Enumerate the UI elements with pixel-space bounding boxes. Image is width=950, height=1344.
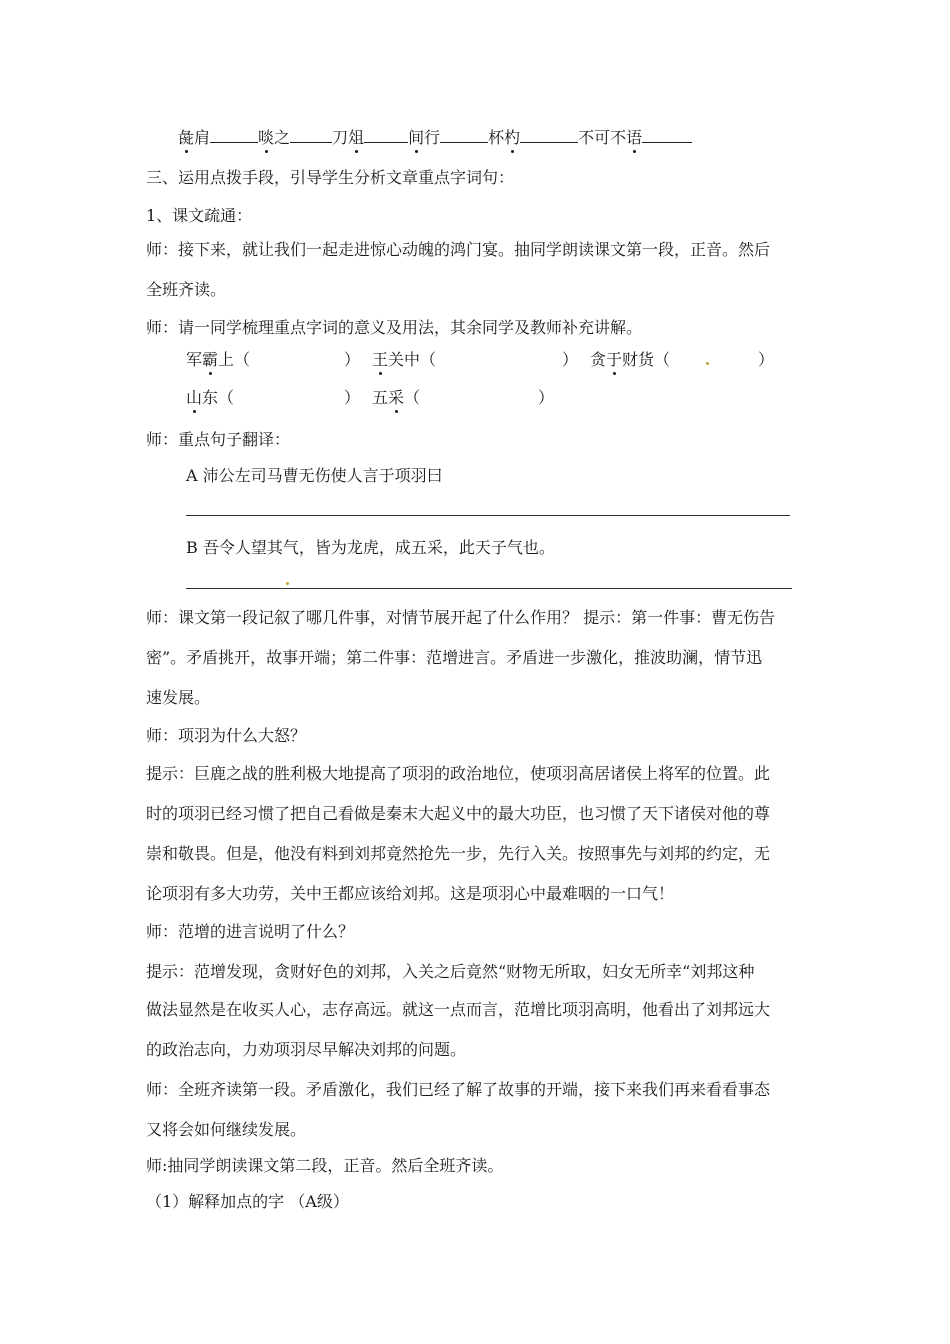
section3-title: 三、运用点拨手段，引导学生分析文章重点字词句： <box>146 168 515 187</box>
answer-blank[interactable] <box>364 128 408 143</box>
vocab-item: 不可不语 <box>578 128 643 147</box>
vocab-item: 间行 <box>408 128 441 147</box>
answer-blank[interactable] <box>210 128 258 143</box>
word-item: 王关中（ <box>372 350 437 369</box>
answer-blank[interactable] <box>440 128 488 143</box>
para3: 师：重点句子翻译： <box>146 430 291 449</box>
word-item-close: ） <box>758 350 775 369</box>
sub1-title: 1、课文疏通： <box>146 206 253 225</box>
para6-line3: 崇和敬畏。但是，他没有料到刘邦竟然抢先一步，先行入关。按照事先与刘邦的约定，无 <box>146 844 771 863</box>
answer-line[interactable] <box>186 588 792 589</box>
para4-line3: 速发展。 <box>146 688 211 707</box>
para6-line2: 时的项羽已经习惯了把自己看做是秦末大起义中的最大功臣，也习惯了天下诸侯对他的尊 <box>146 804 771 823</box>
para1-line1: 师：接下来，就让我们一起走进惊心动魄的鸿门宴。抽同学朗读课文第一段，正音。然后 <box>146 240 771 259</box>
word-item-close: ） <box>344 388 361 407</box>
answer-line[interactable] <box>186 515 790 516</box>
para2: 师：请一同学梳理重点字词的意义及用法，其余同学及教师补充讲解。 <box>146 318 643 337</box>
vocab-item: 彘肩 <box>178 128 211 147</box>
para4-line1: 师：课文第一段记叙了哪几件事，对情节展开起了什么作用？ 提示：第一件事：曹无伤告 <box>146 608 776 627</box>
answer-blank[interactable] <box>520 128 578 143</box>
word-item-close: ） <box>538 388 555 407</box>
word-item: 山东（ <box>186 388 235 407</box>
sentence-b: B 吾令人望其气，皆为龙虎，成五采，此天子气也。 <box>186 538 555 557</box>
word-item: 贪于财货（ <box>590 350 671 369</box>
word-item-close: ） <box>344 350 361 369</box>
para4-line2: 密”。矛盾挑开，故事开端；第二件事：范增进言。矛盾进一步激化，推波助澜，情节迅 <box>146 648 763 667</box>
para10: 师:抽同学朗读课文第二段，正音。然后全班齐读。 <box>146 1156 504 1175</box>
para8-line1: 提示：范增发现，贪财好色的刘邦，入关之后竟然“财物无所取，妇女无所幸“刘邦这种 <box>146 962 755 981</box>
ink-speck <box>286 582 289 585</box>
para8-line3: 的政治志向，力劝项羽尽早解决刘邦的问题。 <box>146 1040 467 1059</box>
para7: 师：范增的进言说明了什么？ <box>146 922 355 941</box>
para9-line1: 师：全班齐读第一段。矛盾激化，我们已经了解了故事的开端，接下来我们再来看看事态 <box>146 1080 771 1099</box>
answer-blank[interactable] <box>642 128 692 143</box>
para6-line4: 论项羽有多大功劳，关中王都应该给刘邦。这是项羽心中最难咽的一口气！ <box>146 884 675 903</box>
para11: （1）解释加点的字 （A级） <box>146 1192 349 1211</box>
word-item: 五采（ <box>372 388 421 407</box>
vocab-item: 杯杓 <box>488 128 521 147</box>
para5: 师：项羽为什么大怒？ <box>146 726 307 745</box>
word-item: 军霸上（ <box>186 350 251 369</box>
sentence-a: A 沛公左司马曹无伤使人言于项羽曰 <box>186 466 443 485</box>
para9-line2: 又将会如何继续发展。 <box>146 1120 307 1139</box>
vocab-item: 刀俎 <box>332 128 365 147</box>
ink-speck <box>706 362 709 365</box>
para6-line1: 提示：巨鹿之战的胜利极大地提高了项羽的政治地位，使项羽高居诸侯上将军的位置。此 <box>146 764 771 783</box>
para1-line2: 全班齐读。 <box>146 280 227 299</box>
vocab-item: 啖之 <box>258 128 291 147</box>
para8-line2: 做法显然是在收买人心，志存高远。就这一点而言，范增比项羽高明，他看出了刘邦远大 <box>146 1000 771 1019</box>
vocab-line <box>178 128 692 148</box>
word-item-close: ） <box>562 350 579 369</box>
answer-blank[interactable] <box>290 128 332 143</box>
